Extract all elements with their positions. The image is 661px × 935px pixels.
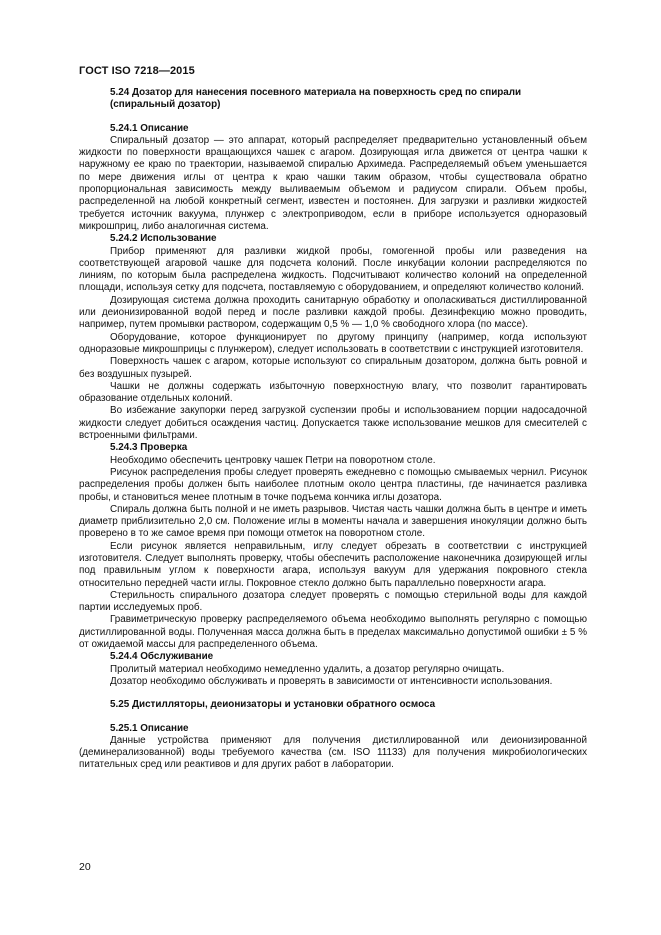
paragraph: Во избежание закупорки перед загрузкой суспензии пробы и использованием порции надосадочной жидкости следует добиться осаждения частиц. Допускается также использование мешков для смесителей с встроенными фильтрами.	[79, 405, 587, 442]
paragraph: Поверхность чашек с агаром, которые используют со спиральным дозатором, должна быть ровной и без воздушных пузырей.	[79, 356, 587, 380]
page-number: 20	[79, 861, 91, 873]
paragraph: Гравиметрическую проверку распределяемого объема необходимо выполнять регулярно с помощью дистиллированной воды. Полученная масса должна быть в пределах максимально допустимой ошибки ± 5 % от ожидаемой массы для распределенного объема.	[79, 614, 587, 651]
paragraph: Прибор применяют для разливки жидкой пробы, гомогенной пробы или разведения на соответствующей агаровой чашке для подсчета колоний. После инкубации колонии распределяются по линиям, по которым была распределена жидкость. Подсчитывают количество колоний на определенной площади, используя сетку для подсчета, поставляемую с оборудованием, и определяют количество колоний.	[79, 245, 587, 294]
subsection-5-24-4-title: 5.24.4 Обслуживание	[110, 651, 214, 663]
paragraph: Дозатор необходимо обслуживать и проверять в зависимости от интенсивности использования.	[110, 675, 553, 687]
document-body	[79, 87, 587, 772]
paragraph: Необходимо обеспечить центровку чашек Петри на поворотном столе.	[110, 454, 436, 466]
section-5-25-title: 5.25 Дистилляторы, деионизаторы и установки обратного осмоса	[110, 699, 436, 711]
paragraph: Оборудование, которое функционирует по другому принципу (например, когда используют одноразовые микрошприцы с плунжером), следует использовать в соответствии с инструкцией изготовителя.	[79, 331, 587, 355]
paragraph: Стерильность спирального дозатора следует проверять с помощью стерильной воды для каждой партии исследуемых проб.	[79, 589, 587, 614]
paragraph: Данные устройства применяют для получения дистиллированной или деионизированной (деминерализованной) воды требуемого качества (см. ISO 11133) для получения микробиологических питательных сред или реактивов и для других работ в лаборатории.	[79, 734, 587, 771]
paragraph: Спираль должна быть полной и не иметь разрывов. Чистая часть чашки должна быть в центре и иметь диаметр приблизительно 2,0 см. Положение иглы в моменты начала и завершения инокуляции должно быть проверено в то же самое время при помощи отметок на поворотном столе.	[79, 503, 587, 540]
subsection-5-24-2-title: 5.24.2 Использование	[110, 233, 217, 245]
subsection-5-24-3-title: 5.24.3 Проверка	[110, 442, 188, 454]
subsection-5-24-1-title: 5.24.1 Описание	[110, 122, 189, 134]
paragraph: Дозирующая система должна проходить санитарную обработку и ополаскиваться дистиллированной или деионизированной водой перед и после разливки каждой пробы. Дезинфекцию можно проводить, например, путем промывки раствором, содержащим 0,5 % — 1,0 % свободного хлора (по массе).	[79, 294, 587, 331]
paragraph: Если рисунок является неправильным, иглу следует обрезать в соответствии с инструкцией изготовителя. Следует выполнять проверку, чтобы обеспечить расположение наконечника дозирующей иглы под правильным углом к поверхности агара, используя вакуум для удержания покровного стекла относительно передней части иглы. Покровное стекло должно быть параллельно поверхности агара.	[79, 540, 587, 589]
subsection-5-25-1-title: 5.25.1 Описание	[110, 722, 189, 734]
paragraph: Рисунок распределения пробы следует проверять ежедневно с помощью смываемых чернил. Рисунок распределения пробы должен быть наиболее плотным около центра пластины, где начинается разливка пробы, и становиться менее плотным в точке подъема кончика иглы дозатора.	[79, 466, 587, 503]
paragraph: Пролитый материал необходимо немедленно удалить, а дозатор регулярно очищать.	[110, 663, 505, 675]
section-5-24-title: 5.24 Дозатор для нанесения посевного материала на поверхность сред по спирали (спиральный дозатор)	[110, 87, 522, 111]
document-header: ГОСТ ISO 7218—2015	[79, 65, 195, 77]
paragraph: Чашки не должны содержать избыточную поверхностную влагу, что позволит гарантировать образование отдельных колоний.	[79, 380, 587, 405]
paragraph: Спиральный дозатор — это аппарат, который распределяет предварительно установленный объем жидкости по поверхности вращающихся чашек с агаром. Дозирующая игла движется от центра чашки к наружному ее краю по траектории, называемой спиралью Архимеда. Распределяемый объем уменьшается по мере движения иглы от центра к краю чашки таким образом, чтобы существовала обратно пропорциональная зависимость между выливаемым объемом и радиусом спирали. Объем пробы, распределенной на любой конкретный сегмент, известен и постоянен. Для загрузки и разливки жидкостей требуется источник вакуума, плунжер с электроприводом, если в приборе используется одноразовый микрошприц, либо аналогичная система.	[79, 134, 587, 232]
